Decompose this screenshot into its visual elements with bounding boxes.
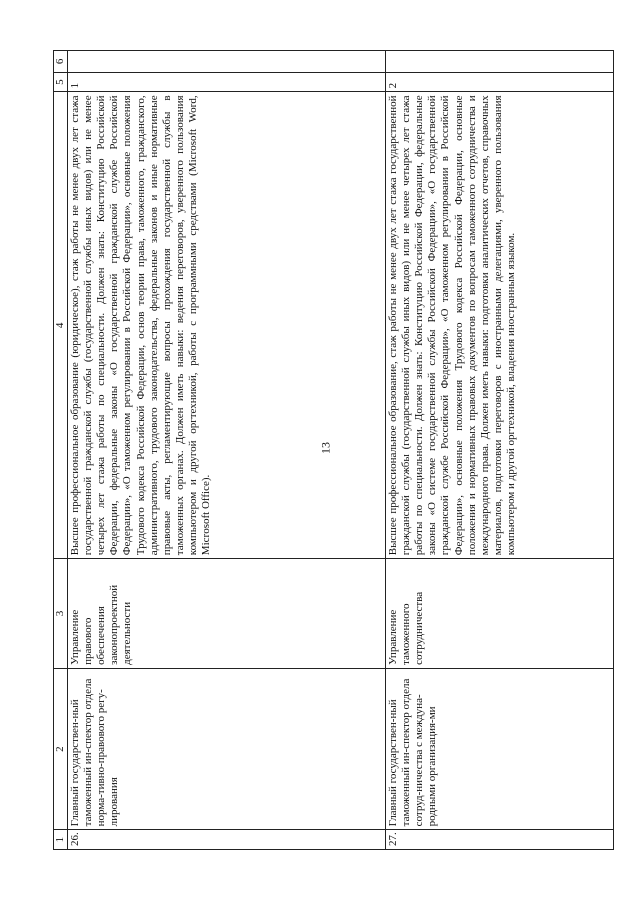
col6-value (68, 51, 386, 73)
header-col-2: 2 (54, 668, 68, 829)
row-number: 27. (386, 830, 614, 850)
rotated-table-container (53, 50, 633, 850)
col5-value: 1 (68, 72, 386, 92)
requirements-text: Высшее профессиональное образование (юридическое), стаж работы не менее двух лет стажа государственной гражданской службы (государственной службы иных видов) или не менее четырех лет стажа работы по специальности. Должен знать: Конституцию Российской Федерации, федеральные законы «О государственной гражданской службе Российской Федерации», «О таможенном регулировании в Российской Федерации», основные положения Трудового кодекса Российской Федерации, основ теории права, таможенного, гражданского, административного, трудового законодательства, федеральные законов и иные нормативные правовые акты, регламентирующие вопросы прохождения государственной службы в таможенных органах. Должен иметь навыки: ведения переговоров, уверенного пользования компьютером и другой оргтехникой, работы с программными средствами (Microsoft Word, Microsoft Office). (68, 92, 386, 559)
page-number: 13 (318, 442, 333, 454)
department-name: Управление таможенного сотрудничества (386, 559, 614, 669)
col5-value: 2 (386, 72, 614, 92)
row-number: 26. (68, 830, 386, 850)
requirements-text: Высшее профессиональное образование, стаж работы не менее двух лет стажа государственной гражданской службы (государственной службы иных видов) или не менее четырех лет стажа работы по специальности. Должен знать: Конституцию Российской Федерации, федеральные законы «О системе государственной службы Российской Федерации», «О государственной гражданской службе Российской Федерации», «О таможенном регулировании в Российской Федерации», основные положения Трудового кодекса Российской Федерации, основные положения и нормативных правовых документов по вопросам таможенного сотрудничества и международного права. Должен иметь навыки: подготовки аналитических отчетов, справочных материалов, подготовки переговоров с иностранными делегациями, уверенного пользования компьютером и другой оргтехникой, владения иностранным языком. (386, 92, 614, 559)
position-title: Главный государствен-ный таможенный ин-спектор отдела норма-тивно-правового регу-лирования (68, 668, 386, 829)
table-header-row (54, 51, 68, 850)
vacancy-table (53, 50, 614, 850)
table-row (386, 51, 614, 850)
header-col-4: 4 (54, 92, 68, 559)
header-col-1: 1 (54, 830, 68, 850)
col6-value (386, 51, 614, 73)
department-name: Управление правового обеспечения законопроектной деятельности (68, 559, 386, 669)
header-col-6: 6 (54, 51, 68, 73)
header-col-5: 5 (54, 72, 68, 92)
table-row (68, 51, 386, 850)
position-title: Главный государствен-ный таможенный ин-спектор отдела сотруд-ничества с междуна-родными организация-ми (386, 668, 614, 829)
header-col-3: 3 (54, 559, 68, 669)
